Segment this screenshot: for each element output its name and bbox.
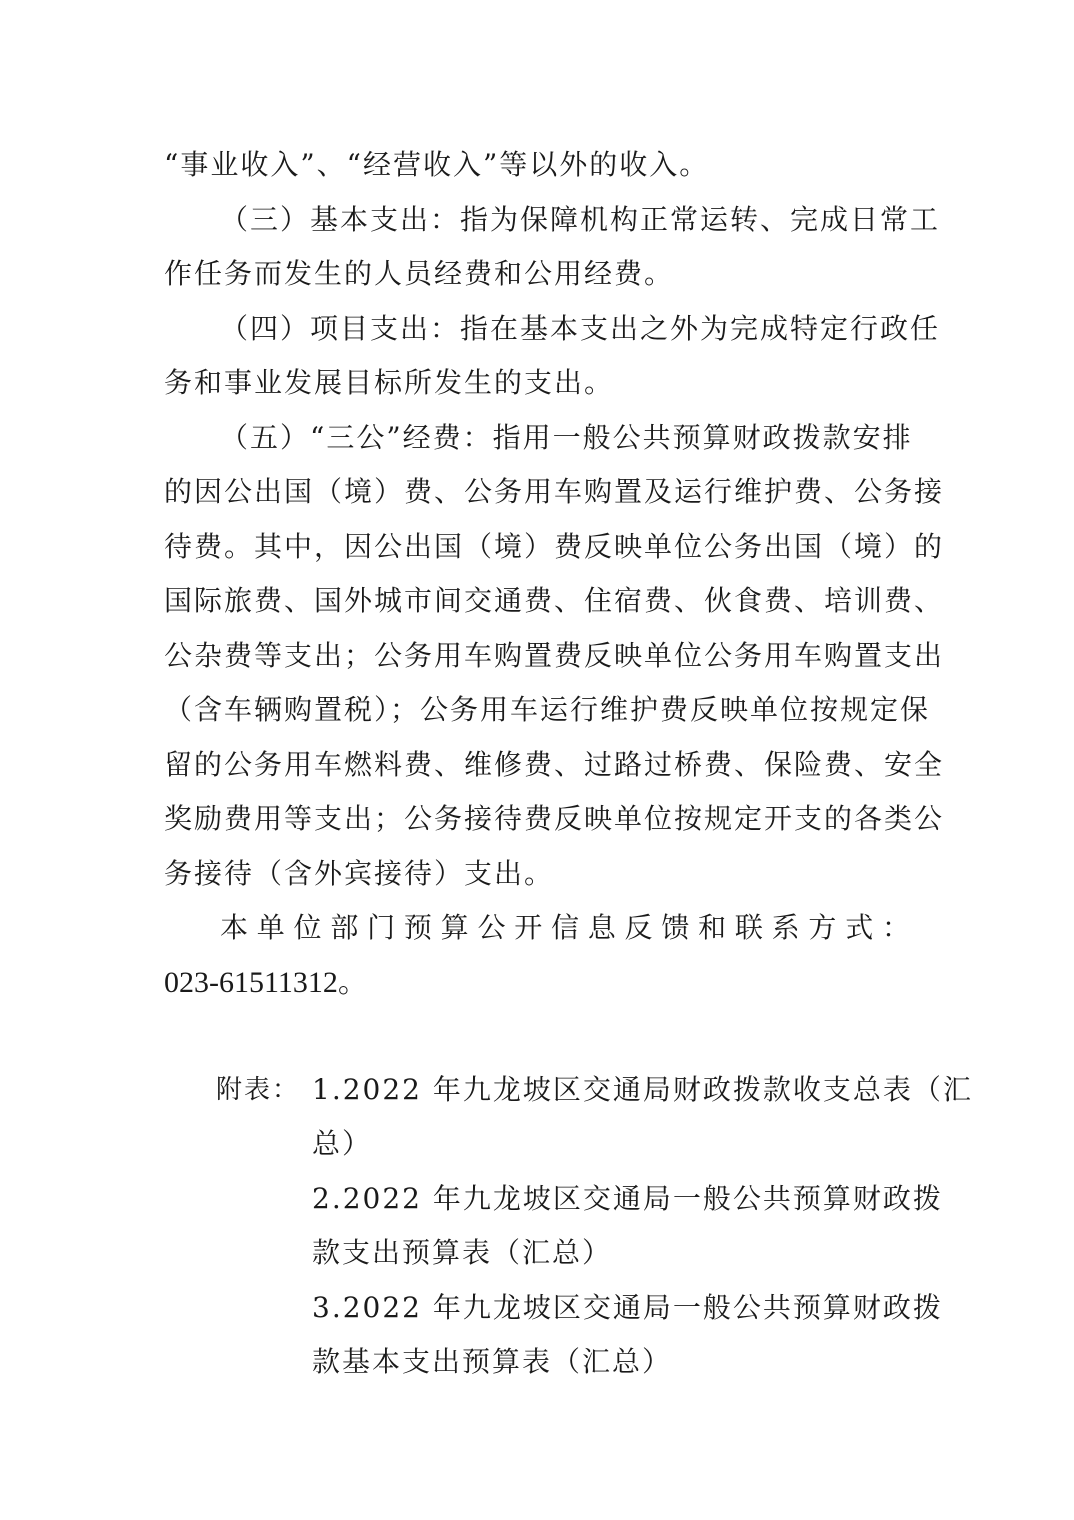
- paragraph-line: “事业收入”、“经营收入”等以外的收入。: [164, 148, 710, 181]
- appendix-item: 1.2022 年九龙坡区交通局财政拨款收支总表（汇: [312, 1073, 973, 1106]
- appendix-item: 款基本支出预算表（汇总）: [312, 1345, 673, 1378]
- paragraph-line: 作任务而发生的人员经费和公用经费。: [164, 257, 675, 290]
- paragraph-line: 待费。其中，因公出国（境）费反映单位公务出国（境）的: [164, 530, 945, 563]
- paragraph-line: （四）项目支出：指在基本支出之外为完成特定行政任: [220, 312, 941, 345]
- paragraph-line: 务和事业发展目标所发生的支出。: [164, 366, 615, 399]
- paragraph-line: （五）“三公”经费：指用一般公共预算财政拨款安排: [220, 421, 913, 454]
- appendix-item: 2.2022 年九龙坡区交通局一般公共预算财政拨: [312, 1182, 943, 1215]
- paragraph-line: 国际旅费、国外城市间交通费、住宿费、伙食费、培训费、: [164, 584, 945, 617]
- paragraph-line: 留的公务用车燃料费、维修费、过路过桥费、保险费、安全: [164, 748, 945, 781]
- appendix-item: 3.2022 年九龙坡区交通局一般公共预算财政拨: [312, 1291, 943, 1324]
- paragraph-line: 奖励费用等支出；公务接待费反映单位按规定开支的各类公: [164, 802, 945, 835]
- appendix-item: 总）: [312, 1127, 373, 1160]
- contact-phone: 023-61511312。: [164, 966, 368, 999]
- paragraph-line: 的因公出国（境）费、公务用车购置及运行维护费、公务接: [164, 475, 945, 508]
- appendix-label: 附表：: [216, 1075, 301, 1105]
- contact-line: 本单位部门预算公开信息反馈和联系方式：: [220, 911, 912, 944]
- paragraph-line: 公杂费等支出；公务用车购置费反映单位公务用车购置支出: [164, 639, 945, 672]
- appendix-item: 款支出预算表（汇总）: [312, 1236, 613, 1269]
- paragraph-line: （三）基本支出：指为保障机构正常运转、完成日常工: [220, 203, 941, 236]
- paragraph-line: 务接待（含外宾接待）支出。: [164, 857, 555, 890]
- paragraph-line: （含车辆购置税）；公务用车运行维护费反映单位按规定保: [164, 693, 931, 726]
